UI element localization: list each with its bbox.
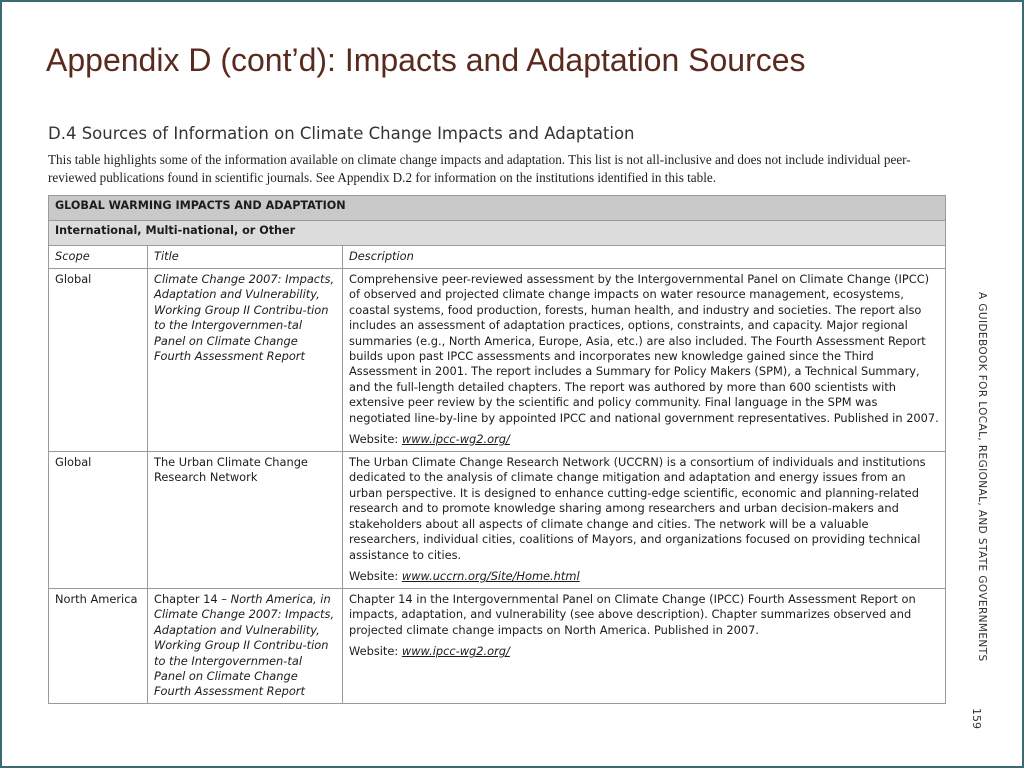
website-link[interactable]: www.uccrn.org/Site/Home.html: [401, 568, 580, 583]
guidebook-side-label: A GUIDEBOOK FOR LOCAL, REGIONAL, AND STATE GOVERNMENTS: [976, 292, 988, 662]
row-title-italic: North America, in Climate Change 2007: Impacts, Adaptation and Vulnerability, Working Group II Contribu-tion to the Intergovernmen-tal Panel on Climate Change Fourth Assessment Report: [154, 591, 335, 699]
row-scope: Global: [49, 452, 148, 589]
row-title-italic: Climate Change 2007: Impacts, Adaptation and Vulnerability, Working Group II Contribu-tion to the Intergovernmen-tal Panel on Climate Change Fourth Assessment Report: [154, 272, 335, 364]
section-heading: D.4 Sources of Information on Climate Change Impacts and Adaptation: [48, 124, 635, 143]
table-header-row: [49, 246, 946, 269]
band-secondary-label: International, Multi-national, or Other: [49, 221, 946, 246]
table-band-secondary: [49, 221, 946, 246]
row-title: [148, 452, 343, 589]
row-title: [148, 588, 343, 703]
row-scope: North America: [49, 588, 148, 703]
row-title: [148, 269, 343, 452]
table-band-primary: [49, 196, 946, 221]
row-description-cell: [343, 269, 946, 452]
intro-paragraph: This table highlights some of the information available on climate change impacts and adaptation. This list is not all-inclusive and does not include individual peer-reviewed publications found in scientific journals. See Appendix D.2 for information on the institutions identified in this table.: [48, 152, 911, 185]
row-title-prefix: The Urban Climate Change Research Network: [154, 455, 308, 485]
table-row: [49, 588, 946, 703]
row-description-cell: [343, 452, 946, 589]
header-description: Description: [343, 246, 946, 269]
row-title-prefix: Chapter 14 –: [154, 591, 231, 606]
document-excerpt: [48, 124, 948, 704]
website-link[interactable]: www.ipcc-wg2.org/: [401, 432, 510, 447]
website-label: Website:: [349, 432, 399, 447]
row-description-cell: [343, 588, 946, 703]
website-label: Website:: [349, 644, 399, 659]
row-website: [349, 644, 939, 658]
row-description: The Urban Climate Change Research Network (UCCRN) is a consortium of individuals and institutions dedicated to the analysis of climate change mitigation and adaptation and energy issues from an urban perspective. It is designed to enhance cutting-edge scientific, economic and planning-related research and to promote knowledge sharing among researchers and urban decision-makers and stakeholders about all aspects of climate change and cities. The network will be a valuable researchers, individual cities, coalitions of Mayors, and organizations focused on providing technical assistance to cities.: [349, 455, 926, 562]
table-row: [49, 269, 946, 452]
website-label: Website:: [349, 568, 399, 583]
header-title: Title: [148, 246, 343, 269]
row-description: Chapter 14 in the Intergovernmental Panel on Climate Change (IPCC) Fourth Assessment Report on impacts, adaptation, and vulnerability (see above description). Chapter summarizes observed and projected climate change impacts on North America. Published in 2007.: [349, 591, 916, 637]
row-scope: Global: [49, 269, 148, 452]
table-row: [49, 452, 946, 589]
band-primary-label: GLOBAL WARMING IMPACTS AND ADAPTATION: [49, 196, 946, 221]
row-website: [349, 569, 939, 583]
header-scope: Scope: [49, 246, 148, 269]
sources-table: [48, 195, 946, 704]
row-description: Comprehensive peer-reviewed assessment by the Intergovernmental Panel on Climate Change (IPCC) of observed and projected climate change impacts on water resource management, ecosystems, coastal systems, food production, forests, human health, and industry and societies. The report also includes an assessment of adaptation practices, options, constraints, and capacity. Major regional summaries (e.g., North America, Europe, Asia, etc.) are also included. The Fourth Assessment Report builds upon past IPCC assessments and incorporates new knowledge gained since the Third Assessment in 2001. The report includes a Summary for Policy Makers (SPM), a Technical Summary, and the full-length detailed chapters. The report was authored by more than 600 scientists with extensive peer review by the scientific and policy community. Final language in the SPM was negotiated line-by-line by appointed IPCC and national government representatives. Published in 2007.: [349, 272, 939, 425]
row-website: [349, 432, 939, 446]
website-link[interactable]: www.ipcc-wg2.org/: [401, 644, 510, 659]
slide-title: Appendix D (cont’d): Impacts and Adaptation Sources: [46, 42, 806, 78]
page-number: 159: [970, 708, 983, 729]
